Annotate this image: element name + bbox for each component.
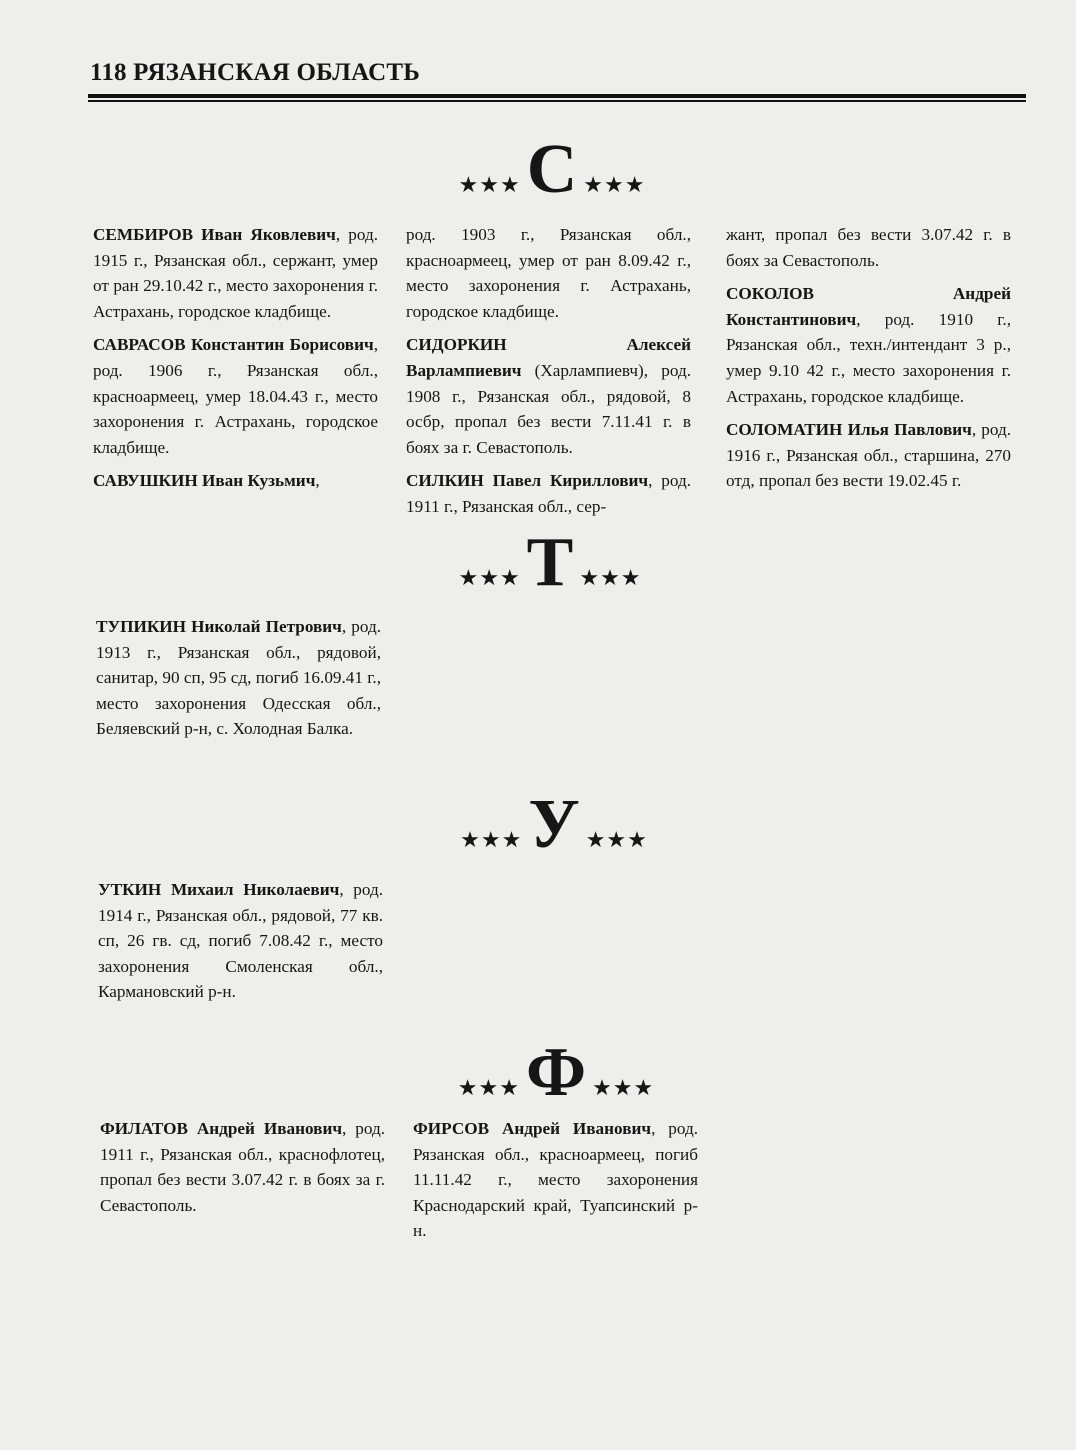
entry-solomatin bbox=[726, 417, 1011, 494]
column-f1 bbox=[100, 1116, 385, 1226]
section-letter: Ф bbox=[525, 1034, 587, 1111]
entry-name: СОЛОМАТИН Илья Павлович bbox=[726, 420, 972, 440]
entry-name: СИДОРКИН Алексей Варлампиевич bbox=[406, 335, 691, 380]
entry-name: СИЛКИН Павел Кириллович bbox=[406, 471, 649, 491]
section-letter: Т bbox=[526, 524, 574, 601]
stars-left: ★★★ bbox=[458, 566, 521, 591]
entry-text: , род. 1913 г., Рязанская обл., рядовой, санитар, 90 сп, 95 сд, погиб 16.09.41 г., место захоронения Одесская обл., Беляевский р-н, с. Холодная Балка. bbox=[96, 617, 381, 739]
stars-right: ★★★ bbox=[579, 566, 642, 591]
entry-filatov bbox=[100, 1116, 385, 1218]
entry-savushkin-continued: род. 1903 г., Рязанская обл., красноармеец, умер от ран 8.09.42 г., место захоронения г. Астрахань, городское кладбище. bbox=[406, 225, 691, 321]
column-2 bbox=[406, 222, 691, 528]
entry-silkin-continued: жант, пропал без вести 3.07.42 г. в боях за Севастополь. bbox=[726, 225, 1011, 270]
section-letter: У bbox=[528, 786, 580, 863]
stars-left: ★★★ bbox=[460, 828, 523, 853]
stars-right: ★★★ bbox=[583, 173, 646, 198]
entry-name: УТКИН Михаил Николаевич bbox=[98, 880, 340, 899]
entry-name: СОКОЛОВ Андрей Константинович bbox=[726, 284, 1011, 329]
entry-text: , род. 1910 г., Рязанская обл., техн./интендант 3 р., умер 9.10 42 г., место захоронения г. Астрахань, городское кладбище. bbox=[726, 309, 1011, 406]
entry-text: , род. Рязанская обл., красноармеец, погиб 11.11.42 г., место захоронения Краснодарский край, Туапсинский р-н. bbox=[413, 1119, 698, 1241]
entry-name: САВУШКИН Иван Кузьмич bbox=[93, 471, 316, 491]
entry-name: ТУПИКИН Николай Петрович bbox=[96, 617, 342, 636]
stars-left: ★★★ bbox=[457, 1076, 520, 1101]
entry-sokolov bbox=[726, 281, 1011, 409]
section-heading-u bbox=[404, 786, 704, 863]
entry-savrasov bbox=[93, 332, 378, 460]
entry-utkin bbox=[98, 877, 383, 1005]
entry-text: , род. 1911 г., Рязанская обл., сер- bbox=[406, 471, 692, 516]
page-header bbox=[90, 58, 1026, 88]
column-1 bbox=[93, 222, 378, 502]
entry-name: СЕМБИРОВ Иван Яковлевич bbox=[93, 225, 336, 244]
stars-right: ★★★ bbox=[585, 828, 648, 853]
header-rule-thin bbox=[88, 100, 1026, 102]
entry-firsov bbox=[413, 1116, 698, 1244]
page-title: 118 РЯЗАНСКАЯ ОБЛАСТЬ bbox=[90, 59, 420, 86]
entry-tupikin bbox=[96, 614, 381, 742]
entry-text: , род. 1915 г., Рязанская обл., сержант, умер от ран 29.10.42 г., место захоронения г. Астрахань, городское кладбище. bbox=[93, 225, 379, 321]
entry-text: , род. 1906 г., Рязанская обл., красноармеец, умер 18.04.43 г., место захоронения г. Астрахань, городское кладбище. bbox=[93, 335, 378, 457]
section-letter: С bbox=[526, 131, 578, 208]
entry-savushkin bbox=[93, 468, 378, 494]
entry-sembirov bbox=[93, 222, 378, 324]
column-3 bbox=[726, 222, 1011, 502]
entry-text: , род. 1916 г., Рязанская обл., старшина, 270 отд, пропал без вести 19.02.45 г. bbox=[726, 420, 1012, 491]
entry-sidorkin bbox=[406, 332, 691, 460]
entry-text: , bbox=[315, 471, 320, 491]
section-heading-s bbox=[402, 131, 702, 208]
section-heading-t bbox=[400, 524, 700, 601]
entry-text: , род. 1911 г., Рязанская обл., краснофлотец, пропал без вести 3.07.42 г. в боях за г. Севастополь. bbox=[100, 1119, 385, 1215]
entry-name: ФИЛАТОВ Андрей Иванович bbox=[100, 1119, 343, 1138]
column-t bbox=[96, 614, 381, 750]
header-rule-thick bbox=[88, 94, 1026, 98]
entry-silkin bbox=[406, 468, 691, 519]
entry-text: , род. 1914 г., Рязанская обл., рядовой, 77 кв. сп, 26 гв. сд, погиб 7.08.42 г., место захоронения Смоленская обл., Кармановский р-н. bbox=[98, 880, 384, 1002]
stars-right: ★★★ bbox=[592, 1076, 655, 1101]
entry-name: САВРАСОВ Константин Борисович bbox=[93, 335, 374, 355]
stars-left: ★★★ bbox=[458, 173, 521, 198]
entry-text: (Харлампиевч), род. 1908 г., Рязанская обл., рядовой, 8 осбр, пропал без вести 7.11.41 г. в боях за г. Севастополь. bbox=[406, 360, 691, 457]
entry-name: ФИРСОВ Андрей Иванович bbox=[413, 1119, 652, 1138]
column-u bbox=[98, 877, 383, 1013]
column-f2 bbox=[413, 1116, 698, 1252]
section-heading-f bbox=[406, 1034, 706, 1111]
